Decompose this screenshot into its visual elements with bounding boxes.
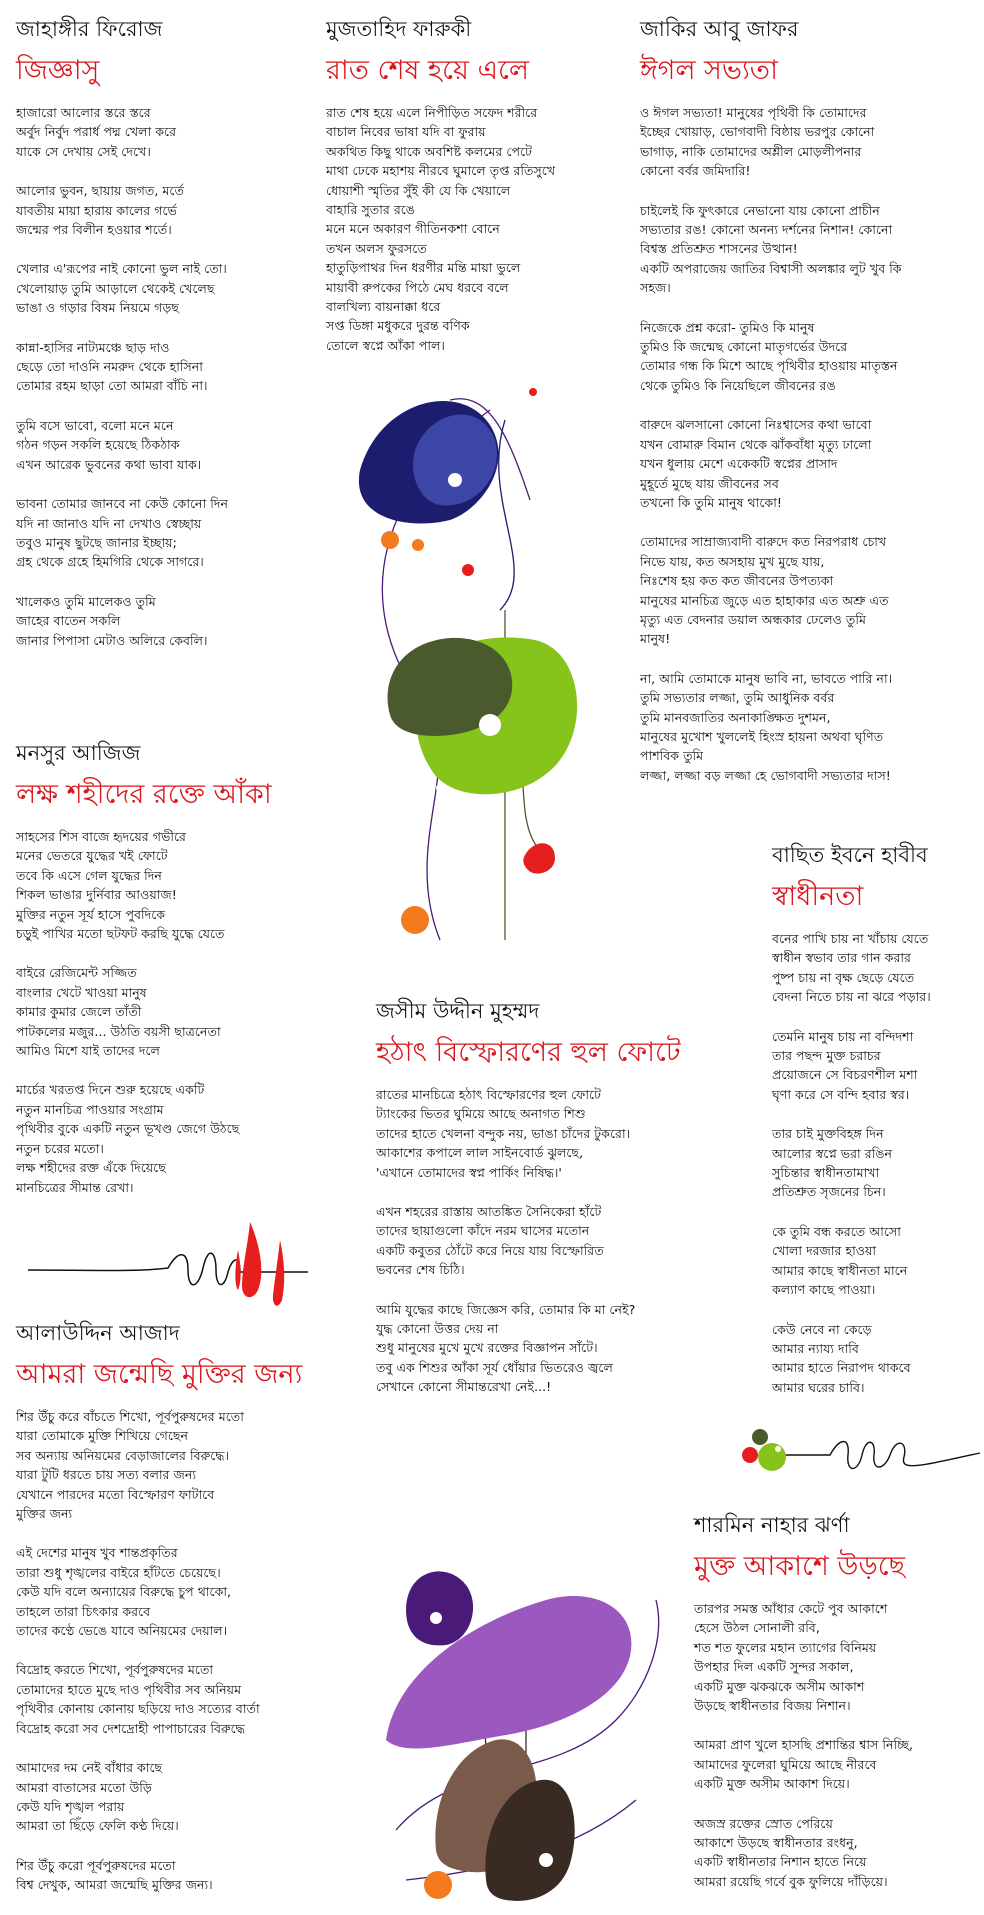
poem-line: আমার ন্যায্য দাবি <box>772 1340 859 1356</box>
poem-line: খেলোয়াড় তুমি আড়ালে থেকেই খেলেছ <box>16 280 215 296</box>
poem-line: ইচ্ছের খোয়াড়, ভোগবাদী বিষ্ঠায় ভরপুর কোনো <box>640 124 875 140</box>
green-dot <box>758 1443 786 1471</box>
stanza <box>376 1085 706 1182</box>
poem-line: খেলার এ'রূপের নাই কোনো ভুল নাই তো। <box>16 261 227 277</box>
poem-line: জন্মের পর বিলীন হওয়ার শর্তে। <box>16 222 172 238</box>
poem-line: লক্ষ শহীদের রক্ত এঁকে দিয়েছে <box>16 1160 166 1176</box>
stanza <box>16 338 266 396</box>
poem-line: আলোর ভুবন, ছায়ায় জগত, মর্তে <box>16 183 184 199</box>
poem-line: এই দেশের মানুষ খুব শান্তপ্রকৃতির <box>16 1545 178 1561</box>
poem-line: তার পছন্দ মুক্ত চরাচর <box>772 1048 881 1064</box>
poem-line: কান্না-হাসির নাট্যমঞ্চে ছাড় দাও <box>16 339 170 355</box>
poem-line: আমার ঘরের চাবি। <box>772 1379 865 1395</box>
stanza <box>772 1222 977 1300</box>
poem-line: যদি না জানাও যদি না দেখাও স্বেচ্ছায় <box>16 515 202 531</box>
poem-line: একটি অপরাজেয় জাতির বিশ্বাসী অলঙ্কার লুট খুব কি <box>640 260 902 276</box>
poem-line: তুমি মানবজাতির অনাকাঙ্ক্ষিত দুশমন, <box>640 709 831 725</box>
poem-title: হঠাৎ বিস্ফোরণের হুল ফোটে <box>376 1037 681 1068</box>
poem-line: একটি মুক্ত ঝকঝকে অসীম আকাশ <box>694 1678 865 1694</box>
poem-line: তারপর সমস্ত আঁধার কেটে পুব আকাশে <box>694 1601 888 1616</box>
stanza <box>772 1320 977 1398</box>
white-dot <box>448 473 462 487</box>
poem-line: যেখানে পারদের মতো বিস্ফোরণ ফাটাবে <box>16 1486 215 1502</box>
poem-line: পৃথিবীর কোনায় কোনায় ছড়িয়ে দাও সত্যের বার্তা <box>16 1701 260 1717</box>
poem-line: নতুন চরের মতো। <box>16 1140 104 1156</box>
dark-purple-petal <box>406 1571 473 1645</box>
poem-line: তখন অলস ফুরসতে <box>326 240 427 256</box>
poem-jiggasu <box>16 16 266 670</box>
poem-line: মানুষের মুখোশ খুললেই হিংস্র হায়না অথবা ঘৃণিত <box>640 728 884 744</box>
poem-line: সুচিন্তার স্বাধীনতামাখা <box>772 1165 880 1181</box>
poem-line: গ্রহ থেকে গ্রহে হিমগিরি থেকে সাগরে। <box>16 554 204 570</box>
poem-line: চাইলেই কি ফুৎকারে নেভানো যায় কোনো প্রাচীন <box>640 202 880 218</box>
poem-body <box>16 1407 366 1895</box>
poem-line: মানচিত্রের সীমান্ত রেখা। <box>16 1179 134 1195</box>
poem-line: শির উঁচু করে বাঁচতে শিখো, পূর্বপুরুষদের মতো <box>16 1409 244 1424</box>
poem-line: বাহারি সুতার রঙে <box>326 202 416 218</box>
stanza <box>694 1814 978 1892</box>
poem-line: না, আমি তোমাকে মানুষ ভাবি না, ভাবতে পারি না। <box>640 670 893 686</box>
poem-line: পাশবিক তুমি <box>640 748 704 764</box>
poem-line: নিজেকে প্রশ্ন করো- তুমিও কি মানুষ <box>640 319 815 335</box>
poem-eagle-sobhyota <box>640 16 970 805</box>
red-drip <box>273 1240 284 1306</box>
stanza <box>772 929 977 1007</box>
poem-body <box>772 929 977 1397</box>
poem-line: তেমনি মানুষ চায় না বন্দিদশা <box>772 1028 914 1044</box>
stanza <box>640 532 970 648</box>
poem-title: ঈগল সভ্যতা <box>640 55 778 86</box>
poem-line: মানুষের মানচিত্র জুড়ে এত হাহাকার এত অশ্রু এত <box>640 592 889 608</box>
stanza <box>16 181 266 239</box>
white-dot <box>493 810 503 820</box>
poem-line: অকথিত কিছু থাকে অবশিষ্ট কলমের পেটে <box>326 143 532 159</box>
poem-line: বেদনা নিতে চায় না ঝরে পড়ার। <box>772 989 931 1005</box>
poem-line: বারুদে ঝলসানো কোনো নিঃশ্বাসের কথা ভাবো <box>640 417 872 433</box>
poem-author: মনসুর আজিজ <box>16 741 141 765</box>
poem-line: ভাগাড়, নাকি তোমাদের অশ্লীল মোড়লীপনার <box>640 143 862 159</box>
stanza <box>640 201 970 298</box>
poem-line: তার চাই মুক্তবিহঙ্গ দিন <box>772 1126 884 1142</box>
poem-line: ও ঈগল সভ্যতা! মানুষের পৃথিবী কি তোমাদের <box>640 105 867 120</box>
poem-line: বালখিল্য বায়নাক্কা ধরে <box>326 299 441 315</box>
poem-title: লক্ষ শহীদের রক্তে আঁকা <box>16 779 272 810</box>
poem-line: উপহার দিল একটি সুন্দর সকাল, <box>694 1659 854 1675</box>
poem-line: ভবনের শেষ চিঠি। <box>376 1262 465 1278</box>
stanza <box>640 415 970 512</box>
poem-line: কোনো বর্বর জমিদারি! <box>640 163 751 179</box>
poem-line: কেউ যদি বলে অন্যায়ের বিরুদ্ধে চুপ থাকো, <box>16 1584 232 1600</box>
poem-line: মার্চের খরতপ্ত দিনে শুরু হয়েছে একটি <box>16 1082 205 1098</box>
white-dot <box>775 1446 781 1452</box>
stanza <box>772 1124 977 1202</box>
poem-line: নিভে যায়, কত অসহায় মুখ মুছে যায়, <box>640 553 825 569</box>
poem-line: মনে মনে অকারণ গীতিনকশা বোনে <box>326 221 500 237</box>
poem-line: আমার হাতে নিরাপদ থাকবে <box>772 1360 911 1376</box>
poem-line: শিকল ভাঙার দুর্নিবার আওয়াজ! <box>16 887 177 903</box>
poem-title: মুক্ত আকাশে উড়ছে <box>694 1551 905 1582</box>
poem-line: কেউ যদি শৃঙ্খল পরায় <box>16 1798 125 1814</box>
stanza <box>772 1027 977 1105</box>
red-dot <box>529 388 537 396</box>
white-dot <box>539 1853 553 1867</box>
poem-line: একটি মুক্ত অসীম আকাশ দিয়ে। <box>694 1776 850 1792</box>
poem-line: মুক্তির নতুন সূর্য হাসে পুবদিকে <box>16 906 166 922</box>
orange-dot <box>401 906 429 934</box>
poem-line: 'এখানে তোমাদের স্বপ্ন পার্কিং নিষিদ্ধ।' <box>376 1164 562 1180</box>
poem-line: হেসে উঠল সোনালী রবি, <box>694 1620 820 1636</box>
stanza <box>16 1660 366 1738</box>
poem-line: থেকে তুমিও কি নিয়েছিলে জীবনের রঙ <box>640 377 836 393</box>
poem-line: আমার কাছে স্বাধীনতা মানে <box>772 1262 908 1278</box>
poem-line: যাবতীয় মায়া হারায় কালের গর্ভে <box>16 202 177 218</box>
poem-line: রাতের মানচিত্রে হঠাৎ বিস্ফোরণের হুল ফোটে <box>376 1087 601 1102</box>
poem-line: তবু এক শিশুর আঁকা সূর্য ধোঁয়ার ভিতরেও জ্বলে <box>376 1359 613 1375</box>
stanza <box>16 592 266 650</box>
poem-title: স্বাধীনতা <box>772 881 864 912</box>
poem-line: মানুষ! <box>640 631 671 647</box>
poem-body <box>640 103 970 785</box>
poem-line: বিদ্রোহ করো সব দেশদ্রোহী পাপাচারের বিরুদ্ধে <box>16 1720 245 1736</box>
stanza <box>376 1202 706 1280</box>
poem-line: মনের ভেতরে যুদ্ধের খই ফোটে <box>16 848 168 864</box>
poem-line: তাদের কণ্ঠে ভেঙে যাবে অনিয়মের দেয়াল। <box>16 1623 228 1639</box>
poem-line: ট্যাংকের ভিতর ঘুমিয়ে আছে অনাগত শিশু <box>376 1106 586 1122</box>
poem-line: তোমার রহম ছাড়া তো আমরা বাঁচি না। <box>16 378 208 394</box>
olive-dot <box>752 1429 768 1445</box>
poem-line: তোলে স্বপ্নে আঁকা পাল। <box>326 337 445 353</box>
poem-swadhinota <box>772 842 977 1417</box>
poem-line: কেউ নেবে না কেড়ে <box>772 1321 872 1337</box>
poem-line: গঠন গড়ন সকলি হয়েছে ঠিকঠাক <box>16 437 180 453</box>
poem-line: আমাদের ফুলেরা ঘুমিয়ে আছে নীরবে <box>694 1756 877 1772</box>
poem-line: কে তুমি বন্ধ করতে আসো <box>772 1223 901 1239</box>
poem-line: এখন শহরের রাস্তায় আতঙ্কিত সৈনিকেরা হাঁটে <box>376 1204 602 1220</box>
poem-line: খালেকও তুমি মালেকও তুমি <box>16 593 156 609</box>
red-dot <box>742 1447 758 1463</box>
poem-mukto-akashe <box>694 1512 978 1911</box>
poem-line: হাজারো আলোর স্তরে স্তরে <box>16 105 151 120</box>
poem-line: কামার কুমার জেলে তাঁতী <box>16 1004 142 1020</box>
poem-line: এখন আরেক ভুবনের কথা ভাবা যাক। <box>16 456 202 472</box>
orange-dot <box>424 1871 452 1899</box>
stanza <box>694 1735 978 1793</box>
stanza <box>16 416 266 474</box>
poem-line: যুদ্ধ কোনো উত্তর দেয় না <box>376 1321 499 1337</box>
poem-line: ভাঙা ও গড়ার বিষম নিয়মে গড়ছ <box>16 300 180 316</box>
poem-body <box>16 103 266 650</box>
poem-line: যখন ধুলায় মেশে একেকটি স্বপ্নের প্রাসাদ <box>640 456 838 472</box>
poem-line: মায়াবী রুপকের পিঠে মেঘ ধরবে বলে <box>326 279 509 295</box>
poem-line: আমিও মিশে যাই তাদের দলে <box>16 1043 160 1059</box>
poem-line: বাচাল নিবের ভাষা যদি বা ফুরায় <box>326 124 486 140</box>
stanza <box>640 103 970 181</box>
poem-author: জাকির আবু জাফর <box>640 17 799 41</box>
poem-title: রাত শেষ হয়ে এলে <box>326 55 529 86</box>
red-dot <box>462 564 474 576</box>
poem-line: আমরা বাতাসের মতো উড়ি <box>16 1779 152 1795</box>
poem-line: যারা টুটি ধরতে চায় সত্য বলার জন্য <box>16 1467 197 1483</box>
poem-line: চড়ুই পাখির মতো ছটফট করছি যুদ্ধে যেতে <box>16 926 225 942</box>
poem-line: যারা তোমাকে মুক্তি শিখিয়ে গেছেন <box>16 1428 189 1444</box>
poem-line: যখন বোমারু বিমান থেকে ঝাঁকবাঁধা মৃত্যু ঢালো <box>640 436 872 452</box>
poem-line: স্বাধীন স্বভাব তার গান করার <box>772 950 911 966</box>
red-petal <box>523 843 555 873</box>
poem-line: বাংলার খেটে খাওয়া মানুষ <box>16 984 147 1000</box>
stanza <box>16 103 266 161</box>
poem-line: তবুও মানুষ ছুটছে জানার ইচ্ছায়; <box>16 534 177 550</box>
poem-line: একটি কবুতর ঠোঁটে করে নিয়ে যায় বিস্ফোরিত <box>376 1242 604 1258</box>
white-dot <box>479 714 501 736</box>
poem-line: অজস্র রক্তের স্রোত পেরিয়ে <box>694 1815 833 1831</box>
poem-line: আলোর স্বপ্নে ভরা রঙিন <box>772 1145 892 1161</box>
poem-line: আমরা রয়েছি গর্বে বুক ফুলিয়ে দাঁড়িয়ে। <box>694 1873 888 1889</box>
stanza <box>376 1300 706 1397</box>
poem-line: বনের পাখি চায় না খাঁচায় যেতে <box>772 931 929 946</box>
flower-illustration-top <box>340 380 600 980</box>
poem-line: মুহূর্তে মুছে যায় জীবনের সব <box>640 475 779 491</box>
poem-line: আমরা তা ছিঁড়ে ফেলি কণ্ঠ দিয়ে। <box>16 1818 179 1834</box>
stanza <box>640 669 970 785</box>
stanza <box>16 1407 366 1523</box>
poem-line: তুমি সভ্যতার লজ্জা, তুমি আধুনিক বর্বর <box>640 690 835 706</box>
poem-line: তোমাদের হাতে মুছে দাও পৃথিবীর সব অনিয়ম <box>16 1681 242 1697</box>
stanza <box>16 1543 366 1640</box>
poem-line: লজ্জা, লজ্জা বড় লজ্জা হে ভোগবাদী সভ্যতার দাস! <box>640 767 891 783</box>
squiggle-ornament-left <box>28 1210 308 1320</box>
poem-line: তখনো কি তুমি মানুষ থাকো! <box>640 494 782 510</box>
poem-title: আমরা জন্মেছি মুক্তির জন্য <box>16 1359 303 1390</box>
poem-line: প্রতিশ্রুত সৃজনের চিন। <box>772 1184 886 1200</box>
poem-line: পাটকলের মজুর... উঠতি বয়সী ছাত্রনেতা <box>16 1023 221 1039</box>
poem-line: সভ্যতার রঙ! কোনো অনন্য দর্শনের নিশান! কোনো <box>640 222 893 238</box>
poem-line: শুধু মানুষের মুখে মুখে রক্তের বিজ্ঞাপন সাঁটে। <box>376 1340 598 1356</box>
poem-body <box>376 1085 706 1397</box>
poem-line: তোমাদের সাম্রাজ্যবাদী বারুদে কত নিরপরাধ চোখ <box>640 534 887 550</box>
poem-lokkho-shohid <box>16 740 316 1217</box>
poem-line: বাইরে রেজিমেন্ট সজ্জিত <box>16 965 137 981</box>
poem-title: জিজ্ঞাসু <box>16 55 100 86</box>
orange-dot <box>381 531 399 549</box>
white-dot <box>436 784 444 792</box>
stanza <box>16 259 266 317</box>
poem-line: তারা শুধু শৃঙ্খলের বাইরে হাঁটতে চেয়েছে। <box>16 1564 221 1580</box>
poem-line: পৃথিবীর বুকে একটি নতুন ভূখণ্ড জেগে উঠছে <box>16 1121 240 1137</box>
poem-author: আলাউদ্দিন আজাদ <box>16 1321 180 1345</box>
poem-line: তাদের হাতে খেলনা বন্দুক নয়, ভাঙা চাঁদের টুকরো। <box>376 1125 631 1141</box>
poem-line: তাহলে তারা চিৎকার করবে <box>16 1603 151 1619</box>
poem-line: যাকে সে দেখায় সেই দেখে। <box>16 143 151 159</box>
poem-author: জাহাঙ্গীর ফিরোজ <box>16 17 163 41</box>
stanza <box>640 318 970 396</box>
poem-line: আমরা প্রাণ খুলে হাসছি প্রশান্তির শ্বাস নিচ্ছি, <box>694 1737 914 1753</box>
poem-line: আকাশে উড়ছে স্বাধীনতার রংধনু, <box>694 1835 858 1851</box>
poem-line: শির উঁচু করো পূর্বপুরুষদের মতো <box>16 1857 176 1873</box>
poem-author: জসীম উদ্দীন মুহম্মদ <box>376 999 540 1023</box>
stanza <box>16 1758 366 1836</box>
poem-author: শারমিন নাহার ঝর্ণা <box>694 1513 850 1537</box>
poem-line: মুক্তির জন্য <box>16 1506 73 1522</box>
poem-line: আমাদের দম নেই বাঁধার কাছে <box>16 1760 163 1776</box>
stanza <box>16 963 316 1060</box>
poem-line: সপ্ত ডিঙ্গা মধুকরে দুরন্ত বণিক <box>326 318 470 334</box>
poem-line: শত শত ফুলের মহান ত্যাগের বিনিময় <box>694 1639 877 1655</box>
poem-line: তাদের ছায়াগুলো কাঁদে নরম ঘাসের মতোন <box>376 1223 590 1239</box>
poem-body <box>694 1599 978 1891</box>
flower-illustration-bottom <box>376 1500 676 1905</box>
poem-line: ছেড়ে তো দাওনি নমরুদ থেকে হাসিনা <box>16 359 203 375</box>
stanza <box>16 1080 316 1196</box>
poem-line: সব অন্যায় অনিয়মের বেড়াজালের বিরুদ্ধে। <box>16 1447 230 1463</box>
poem-line: তবে কি এসে গেল যুদ্ধের দিন <box>16 867 162 883</box>
poem-hothat-bisphoron <box>376 998 706 1417</box>
poem-line: তুমি বসে ভাবো, বলো মনে মনে <box>16 417 174 433</box>
poem-line: বিদ্রোহ করতে শিখো, পূর্বপুরুষদের মতো <box>16 1662 214 1678</box>
poem-line: একটি স্বাধীনতার নিশান হাতে নিয়ে <box>694 1854 867 1870</box>
poem-amra-jonmechi <box>16 1320 366 1915</box>
poem-line: জানার পিপাসা মেটাও অলিরে কেবলি। <box>16 632 208 648</box>
poem-line: মৃত্যু এত বেদনার ডয়াল অন্ধকার ঢেলেও তুমি <box>640 611 866 627</box>
poem-raat-shesh <box>326 16 626 375</box>
poem-body <box>326 103 626 355</box>
poem-line: কল্যাণ কাছে পাওয়া। <box>772 1282 876 1298</box>
stanza <box>16 494 266 572</box>
poem-line: বিশ্ব দেখুক, আমরা জন্মেছি মুক্তির জন্য। <box>16 1877 213 1893</box>
poem-line: উড়ছে স্বাধীনতার বিজয় নিশান। <box>694 1698 851 1714</box>
white-dot <box>430 1612 442 1624</box>
orange-dot <box>412 539 424 551</box>
red-drip <box>242 1222 261 1297</box>
poem-line: অর্বুদ নির্বুদ পরার্ধ পদ্ম খেলা করে <box>16 124 177 140</box>
poem-line: সেখানে কোনো সীমান্তরেখা নেই...! <box>376 1379 552 1395</box>
poem-line: নতুন মানচিত্র পাওয়ার সংগ্রাম <box>16 1101 164 1117</box>
poem-body <box>16 827 316 1197</box>
poem-line: খোলা দরজার হাওয়া <box>772 1243 877 1259</box>
squiggle-ornament-right <box>740 1415 980 1485</box>
poem-line: ভাবনা তোমার জানবে না কেউ কোনো দিন <box>16 496 228 512</box>
poem-line: ঘৃণা করে সে বন্দি হবার স্বর। <box>772 1086 910 1102</box>
poem-author: বাছিত ইবনে হাবীব <box>772 843 928 867</box>
red-drip <box>235 1250 240 1290</box>
poem-line: সহজ। <box>640 280 671 296</box>
stanza <box>326 103 626 355</box>
poem-line: আকাশের কপালে লাল সাইনবোর্ড ঝুলছে, <box>376 1145 584 1161</box>
stanza <box>16 827 316 943</box>
poem-line: প্রয়োজনে সে বিচরণশীল মশা <box>772 1067 918 1083</box>
poem-line: জাহের বাতেন সকলি <box>16 613 121 629</box>
poem-line: বিশ্বস্ত প্রতিশ্রুত শাসনের উত্থান! <box>640 241 798 257</box>
stanza <box>16 1856 366 1895</box>
poem-line: ধোয়াশী স্মৃতির সুঁই কী যে কি খেয়ালে <box>326 182 511 198</box>
poem-line: আমি যুদ্ধের কাছে জিজ্ঞেস করি, তোমার কি মা নেই? <box>376 1301 636 1317</box>
poem-line: সাহসের শিস বাজে হৃদয়ের গভীরে <box>16 829 186 844</box>
stanza <box>694 1599 978 1715</box>
poem-line: নিঃশেষ হয় কত কত জীবনের উপত্যকা <box>640 573 834 589</box>
poem-line: পুষ্প চায় না বৃক্ষ ছেড়ে যেতে <box>772 969 915 985</box>
poem-author: মুজতাহিদ ফারুকী <box>326 17 472 41</box>
poem-line: রাত শেষ হয়ে এলে নিপীড়িত সফেদ শরীরে <box>326 105 538 120</box>
poem-line: তোমার গন্ধ কি মিশে আছে পৃথিবীর হাওয়ায় মাতৃস্তন <box>640 358 898 374</box>
poem-line: হাতুড়িপাথর দিন ধরণীর মন্তি মায়া ভুলে <box>326 260 521 276</box>
poem-line: মাথা ঢেকে মহাশয় নীরবে ঘুমালে তৃপ্ত রতিসুখে <box>326 163 556 179</box>
poem-line: তুমিও কি জন্মেছ কোনো মাতৃগর্ভের উদরে <box>640 339 848 355</box>
